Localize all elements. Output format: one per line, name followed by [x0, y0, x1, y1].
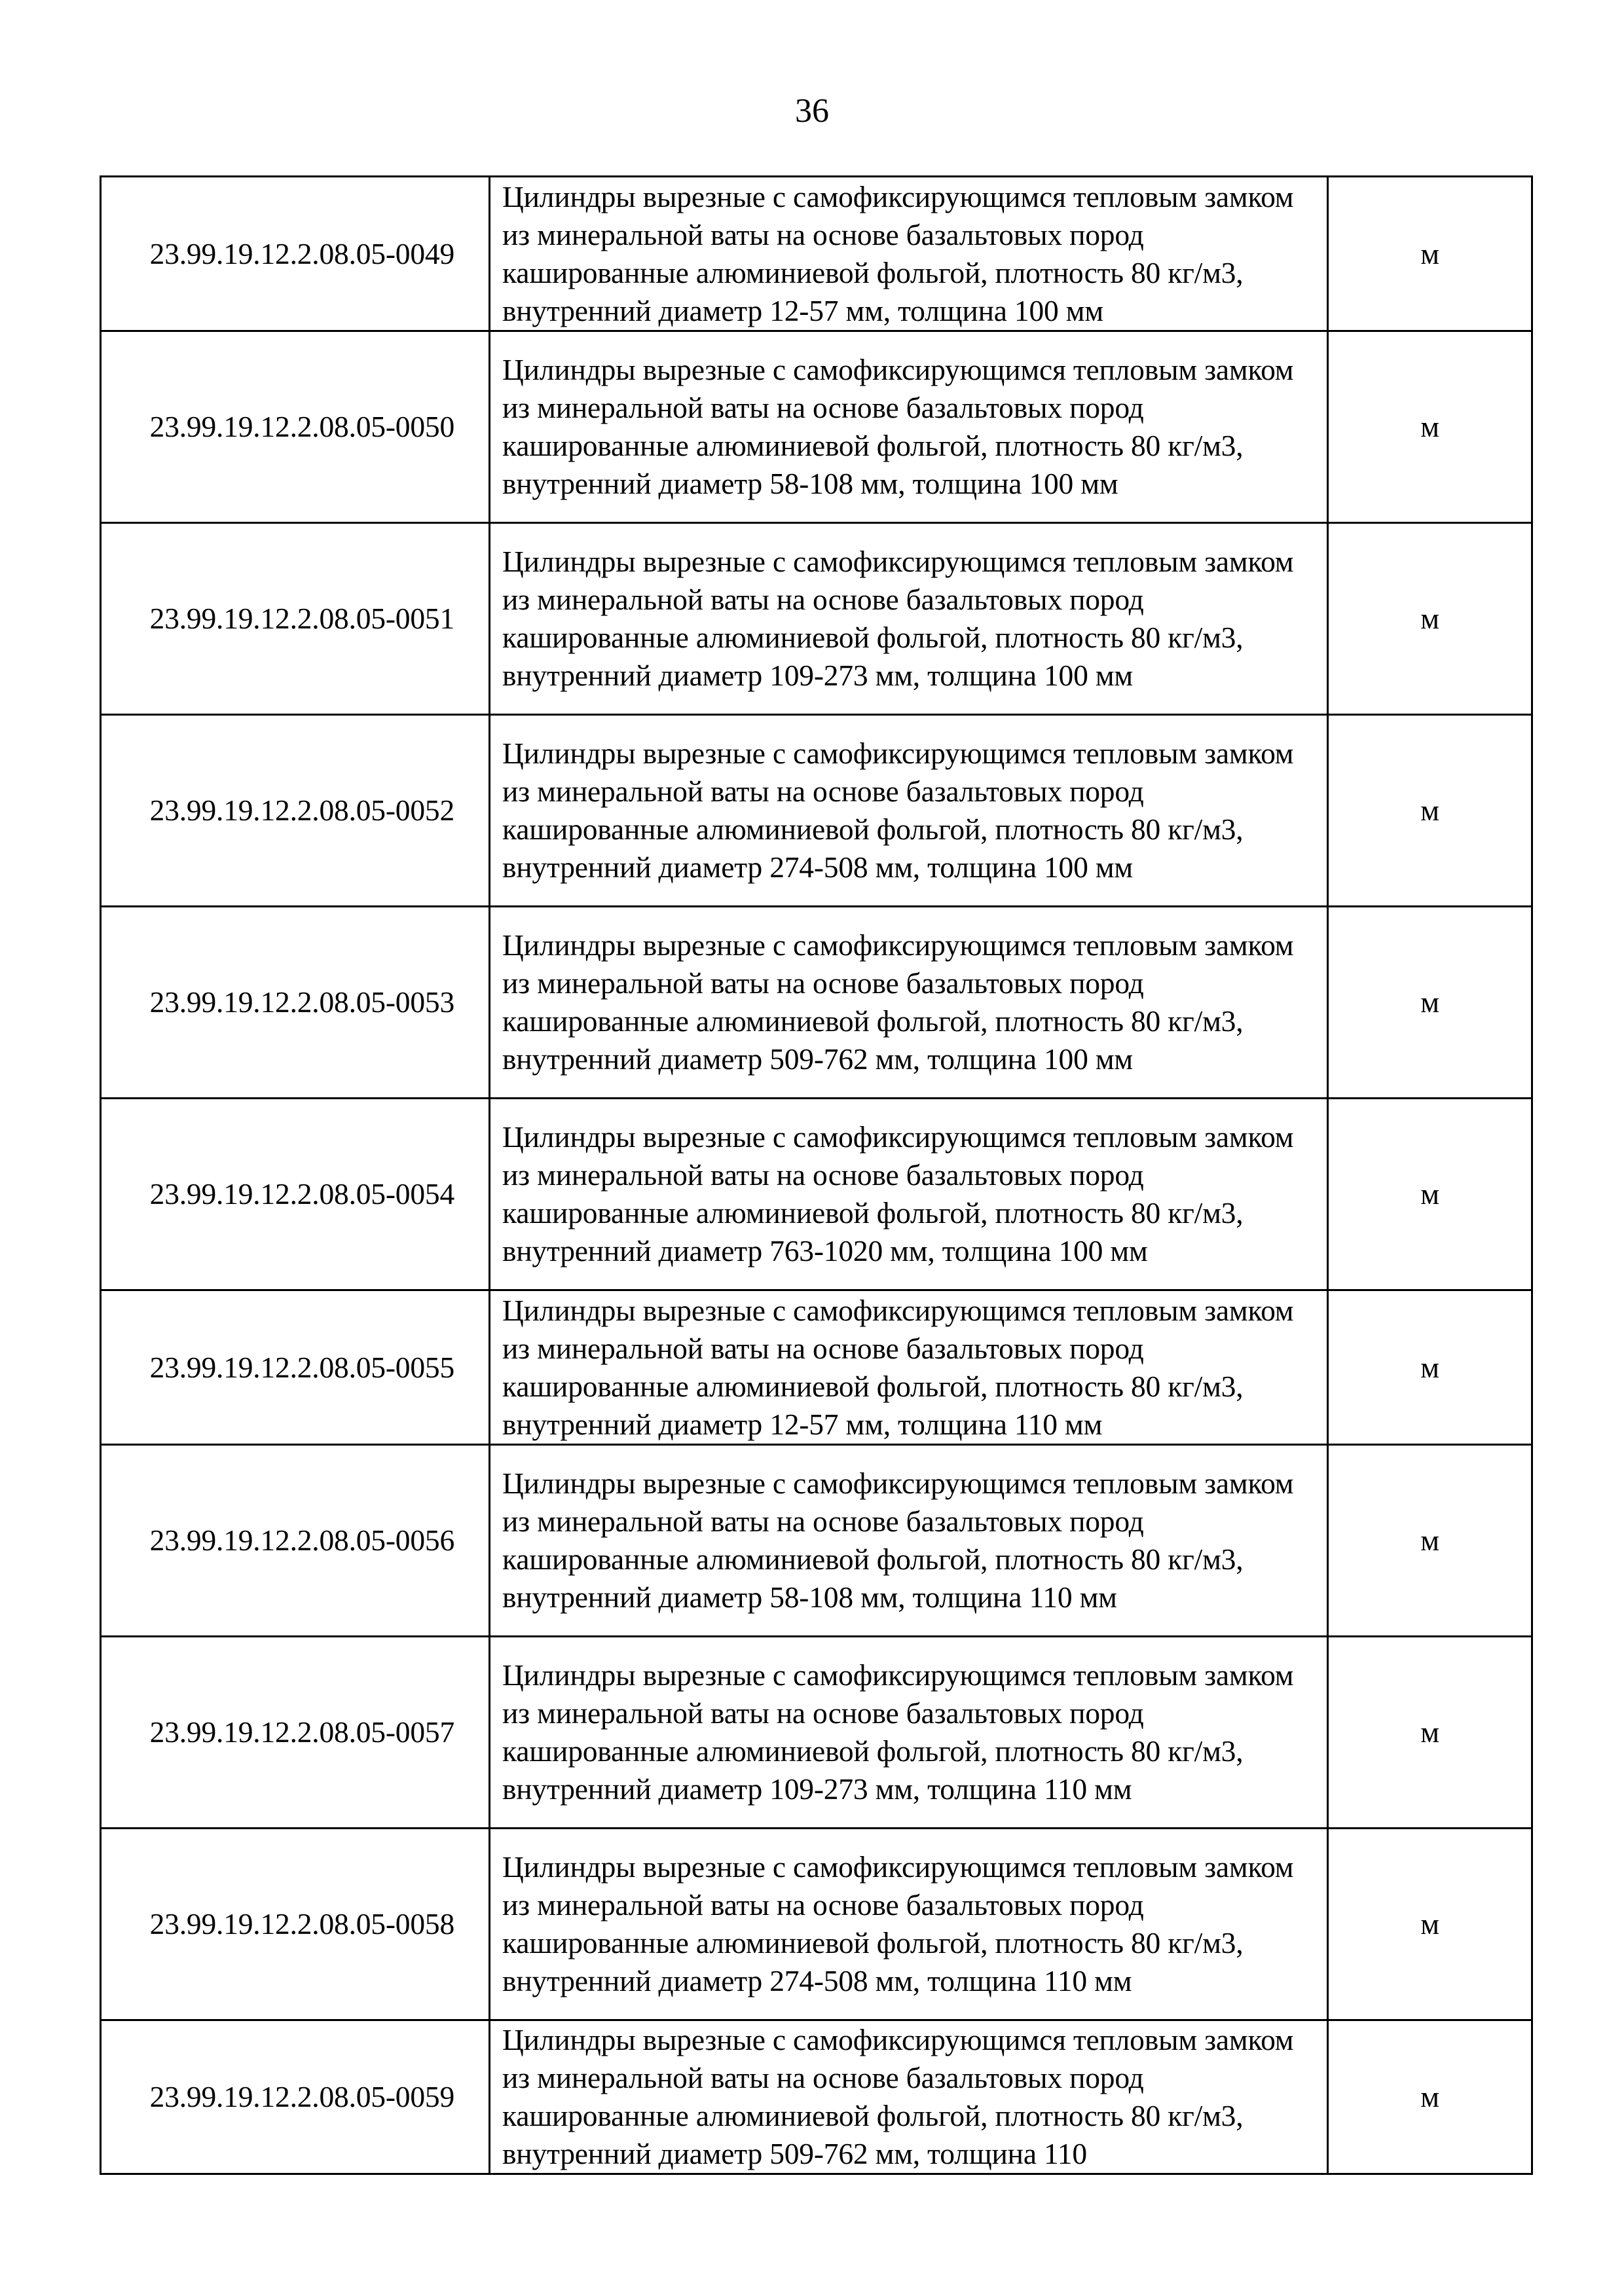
table-row	[101, 1445, 1532, 1637]
resource-description: Цилиндры вырезные с самофиксирующимся тепловым замком из минеральной ваты на основе базальтовых пород кашированные алюминиевой фольгой, плотность 80 кг/м3, внутренний диаметр 109-273 мм, толщина 100 мм	[490, 523, 1328, 715]
table-row	[101, 2020, 1532, 2174]
table-row	[101, 1290, 1532, 1445]
resource-description: Цилиндры вырезные с самофиксирующимся тепловым замком из минеральной ваты на основе базальтовых пород кашированные алюминиевой фольгой, плотность 80 кг/м3, внутренний диаметр 12-57 мм, толщина 110 мм	[490, 1290, 1328, 1445]
page-number: 36	[795, 92, 829, 130]
unit-of-measure: м	[1328, 715, 1532, 907]
resource-description: Цилиндры вырезные с самофиксирующимся тепловым замком из минеральной ваты на основе базальтовых пород кашированные алюминиевой фольгой, плотность 80 кг/м3, внутренний диаметр 58-108 мм, толщина 110 мм	[490, 1445, 1328, 1637]
resource-code: 23.99.19.12.2.08.05-0053	[101, 907, 490, 1099]
resource-code: 23.99.19.12.2.08.05-0057	[101, 1637, 490, 1829]
resource-code: 23.99.19.12.2.08.05-0051	[101, 523, 490, 715]
table-row	[101, 1637, 1532, 1829]
unit-of-measure: м	[1328, 2020, 1532, 2174]
table-row	[101, 331, 1532, 523]
unit-of-measure: м	[1328, 523, 1532, 715]
resource-code: 23.99.19.12.2.08.05-0059	[101, 2020, 490, 2174]
resource-description: Цилиндры вырезные с самофиксирующимся тепловым замком из минеральной ваты на основе базальтовых пород кашированные алюминиевой фольгой, плотность 80 кг/м3, внутренний диаметр 12-57 мм, толщина 100 мм	[490, 177, 1328, 331]
table-row	[101, 523, 1532, 715]
resource-code: 23.99.19.12.2.08.05-0049	[101, 177, 490, 331]
table-row	[101, 907, 1532, 1099]
resource-description: Цилиндры вырезные с самофиксирующимся тепловым замком из минеральной ваты на основе базальтовых пород кашированные алюминиевой фольгой, плотность 80 кг/м3, внутренний диаметр 58-108 мм, толщина 100 мм	[490, 331, 1328, 523]
unit-of-measure: м	[1328, 1099, 1532, 1290]
resource-code: 23.99.19.12.2.08.05-0056	[101, 1445, 490, 1637]
table-row	[101, 1829, 1532, 2020]
resource-code: 23.99.19.12.2.08.05-0058	[101, 1829, 490, 2020]
unit-of-measure: м	[1328, 177, 1532, 331]
resource-code: 23.99.19.12.2.08.05-0055	[101, 1290, 490, 1445]
classifier-table	[100, 175, 1533, 2175]
resource-description: Цилиндры вырезные с самофиксирующимся тепловым замком из минеральной ваты на основе базальтовых пород кашированные алюминиевой фольгой, плотность 80 кг/м3, внутренний диаметр 274-508 мм, толщина 110 мм	[490, 1829, 1328, 2020]
table-row	[101, 1099, 1532, 1290]
resource-description: Цилиндры вырезные с самофиксирующимся тепловым замком из минеральной ваты на основе базальтовых пород кашированные алюминиевой фольгой, плотность 80 кг/м3, внутренний диаметр 509-762 мм, толщина 100 мм	[490, 907, 1328, 1099]
resource-code: 23.99.19.12.2.08.05-0050	[101, 331, 490, 523]
resource-code: 23.99.19.12.2.08.05-0052	[101, 715, 490, 907]
table-row	[101, 715, 1532, 907]
resource-description: Цилиндры вырезные с самофиксирующимся тепловым замком из минеральной ваты на основе базальтовых пород кашированные алюминиевой фольгой, плотность 80 кг/м3, внутренний диаметр 109-273 мм, толщина 110 мм	[490, 1637, 1328, 1829]
unit-of-measure: м	[1328, 907, 1532, 1099]
unit-of-measure: м	[1328, 1290, 1532, 1445]
unit-of-measure: м	[1328, 331, 1532, 523]
unit-of-measure: м	[1328, 1445, 1532, 1637]
resource-code: 23.99.19.12.2.08.05-0054	[101, 1099, 490, 1290]
resource-description: Цилиндры вырезные с самофиксирующимся тепловым замком из минеральной ваты на основе базальтовых пород кашированные алюминиевой фольгой, плотность 80 кг/м3, внутренний диаметр 509-762 мм, толщина 110	[490, 2020, 1328, 2174]
resource-description: Цилиндры вырезные с самофиксирующимся тепловым замком из минеральной ваты на основе базальтовых пород кашированные алюминиевой фольгой, плотность 80 кг/м3, внутренний диаметр 274-508 мм, толщина 100 мм	[490, 715, 1328, 907]
table-row	[101, 177, 1532, 331]
unit-of-measure: м	[1328, 1637, 1532, 1829]
resource-description: Цилиндры вырезные с самофиксирующимся тепловым замком из минеральной ваты на основе базальтовых пород кашированные алюминиевой фольгой, плотность 80 кг/м3, внутренний диаметр 763-1020 мм, толщина 100 мм	[490, 1099, 1328, 1290]
unit-of-measure: м	[1328, 1829, 1532, 2020]
